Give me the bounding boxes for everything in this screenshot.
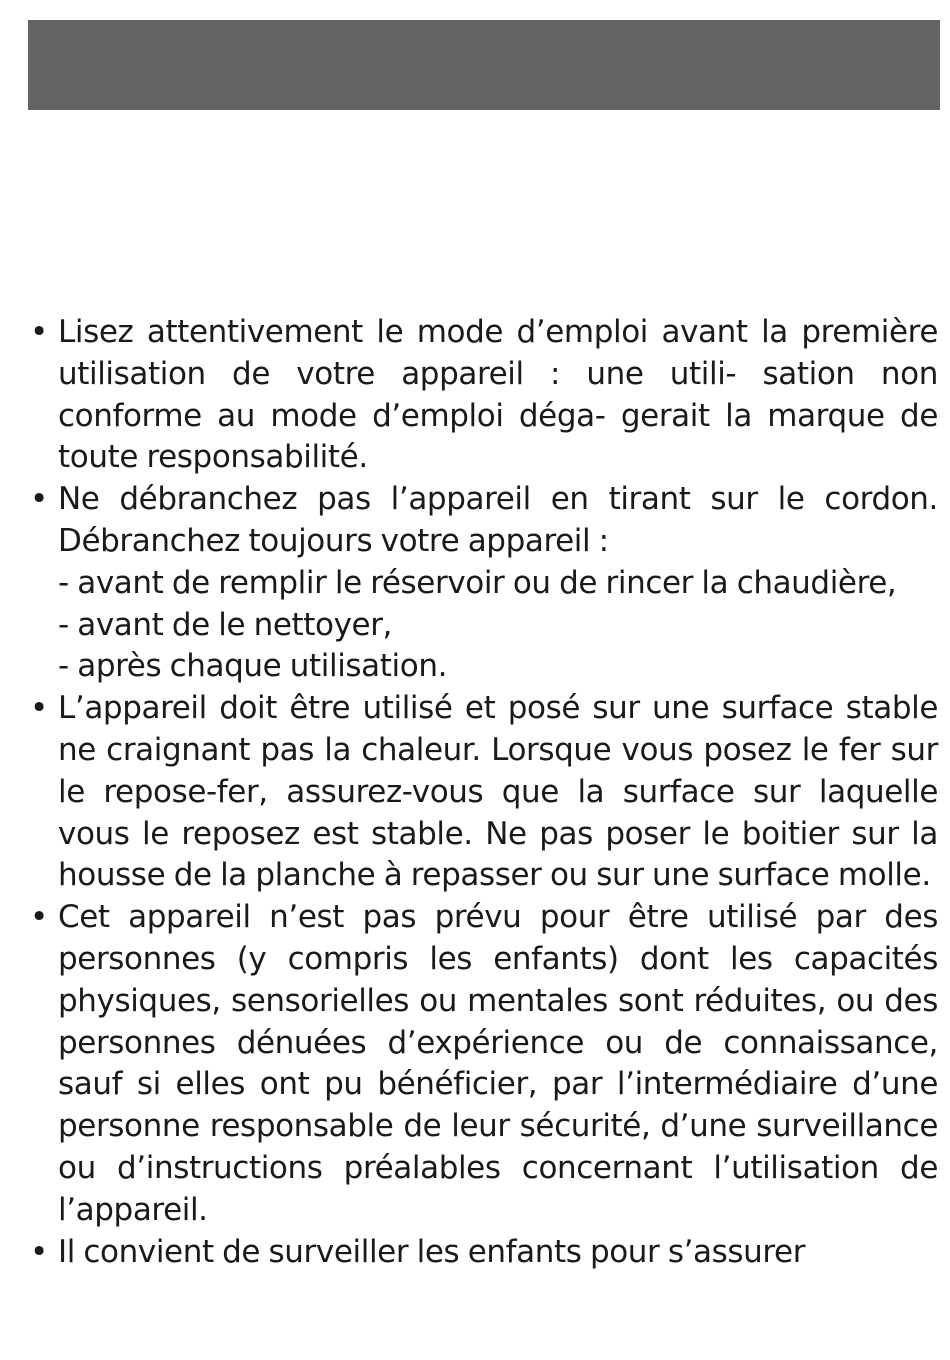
list-item-text: L’appareil doit être utilisé et posé sur une surface stable ne craignant pas la chaleur. Lorsque vous posez le fer sur le repose-fer, assurez-vous que la surface sur laquelle vous le reposez est stable. Ne pas poser le boitier sur la housse de la planche à repasser ou sur une surface molle.: [58, 690, 938, 894]
bullet-icon: •: [30, 690, 48, 727]
list-item-text: Lisez attentivement le mode d’emploi avant la première utilisation de votre appareil : une utili- sation non conforme au mode d’emploi déga- gerait la marque de toute responsabilité.: [58, 314, 938, 476]
bullet-icon: •: [30, 1233, 48, 1270]
list-item-text: Il convient de surveiller les enfants pour s’assurer: [58, 1233, 806, 1270]
sub-item-before-filling: - avant de remplir le réservoir ou de rincer la chaudière,: [58, 564, 897, 601]
document-body: [28, 312, 938, 1273]
bullet-icon: •: [30, 481, 48, 518]
bullet-icon: •: [30, 899, 48, 936]
list-item-reduced-capacity: [28, 897, 938, 1231]
list-item-text: Ne débranchez pas l’appareil en tirant sur le cordon. Débranchez toujours votre appareil :: [58, 481, 938, 559]
list-item-stable-surface: [28, 688, 938, 897]
list-item-text: Cet appareil n’est pas prévu pour être utilisé par des personnes (y compris les enfants) dont les capacités physiques, sensorielles ou mentales sont réduites, ou des personnes dénuées d’expérience ou de connaissance, sauf si elles ont pu bénéficier, par l’intermédiaire d’une personne responsable de leur sécurité, d’une surveillance ou d’instructions préalables concernant l’utilisation de l’appareil.: [58, 899, 938, 1228]
header-bar: [28, 20, 940, 110]
sub-item-before-cleaning: - avant de le nettoyer,: [58, 606, 392, 643]
safety-instructions-list: [28, 312, 938, 1273]
sub-item-after-use: - après chaque utilisation.: [58, 648, 448, 685]
list-item-read-manual: [28, 312, 938, 479]
list-item-unplug: [28, 479, 938, 688]
bullet-icon: •: [30, 314, 48, 350]
list-item-children: [28, 1232, 938, 1274]
